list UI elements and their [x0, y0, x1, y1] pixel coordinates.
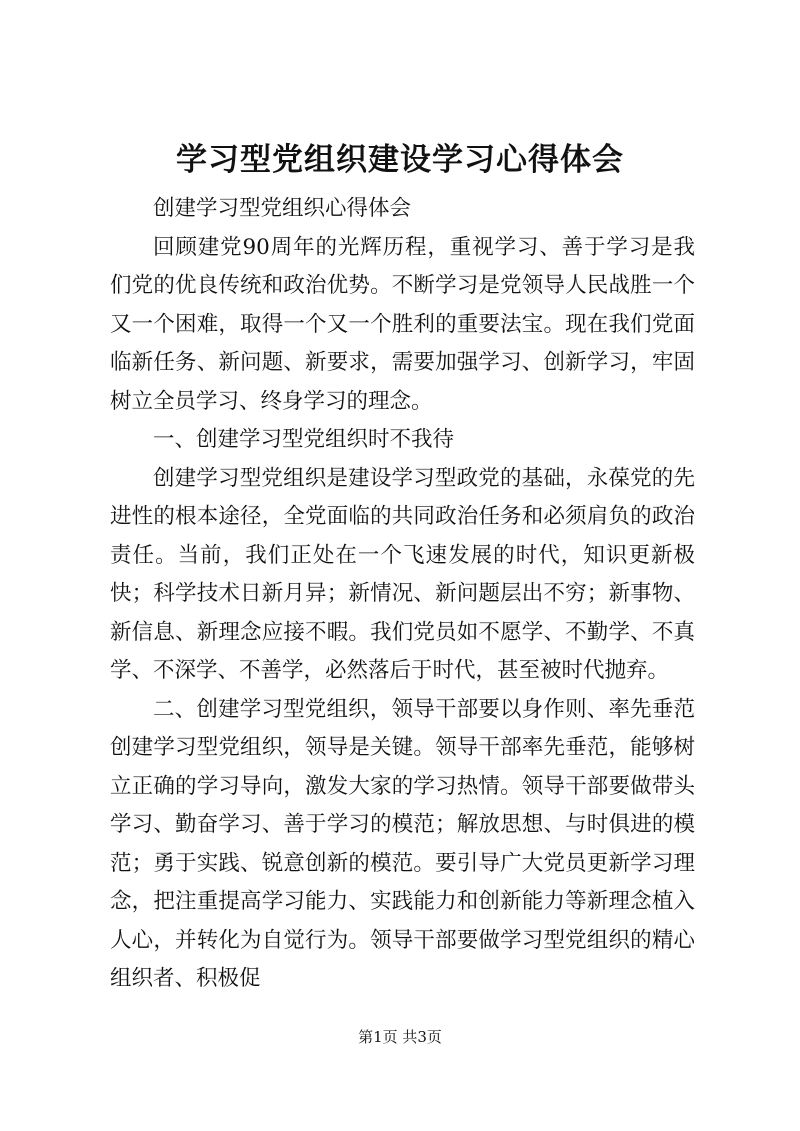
document-body — [110, 190, 695, 999]
document-title: 学习型党组织建设学习心得体会 — [176, 142, 624, 178]
page-footer: 第1页 共3页 — [358, 1028, 442, 1046]
body-paragraph: 回顾建党90周年的光辉历程，重视学习、善于学习是我们党的优良传统和政治优势。不断学习是党领导人民战胜一个又一个困难，取得一个又一个胜利的重要法宝。现在我们党面临新任务、新问题、新要求，需要加强学习、创新学习，牢固树立全员学习、终身学习的理念。 — [110, 234, 695, 414]
section-heading: 一、创建学习型党组织时不我待 — [153, 427, 455, 452]
body-paragraph: 二、创建学习型党组织，领导干部要以身作则、率先垂范创建学习型党组织，领导是关键。领导干部率先垂范，能够树立正确的学习导向，激发大家的学习热情。领导干部要做带头学习、勤奋学习、善于学习的模范；解放思想、与时俱进的模范；勇于实践、锐意创新的模范。要引导广大党员更新学习理念，把注重提高学习能力、实践能力和创新能力等新理念植入人心，并转化为自觉行为。领导干部要做学习型党组织的精心组织者、积极促 — [110, 696, 695, 991]
subtitle-paragraph: 创建学习型党组织心得体会 — [153, 196, 412, 221]
body-paragraph: 创建学习型党组织是建设学习型政党的基础，永葆党的先进性的根本途径，全党面临的共同政治任务和必须肩负的政治责任。当前，我们正处在一个飞速发展的时代，知识更新极快；科学技术日新月异；新情况、新问题层出不穷；新事物、新信息、新理念应接不暇。我们党员如不愿学、不勤学、不真学、不深学、不善学，必然落后于时代，甚至被时代抛弃。 — [110, 465, 695, 683]
